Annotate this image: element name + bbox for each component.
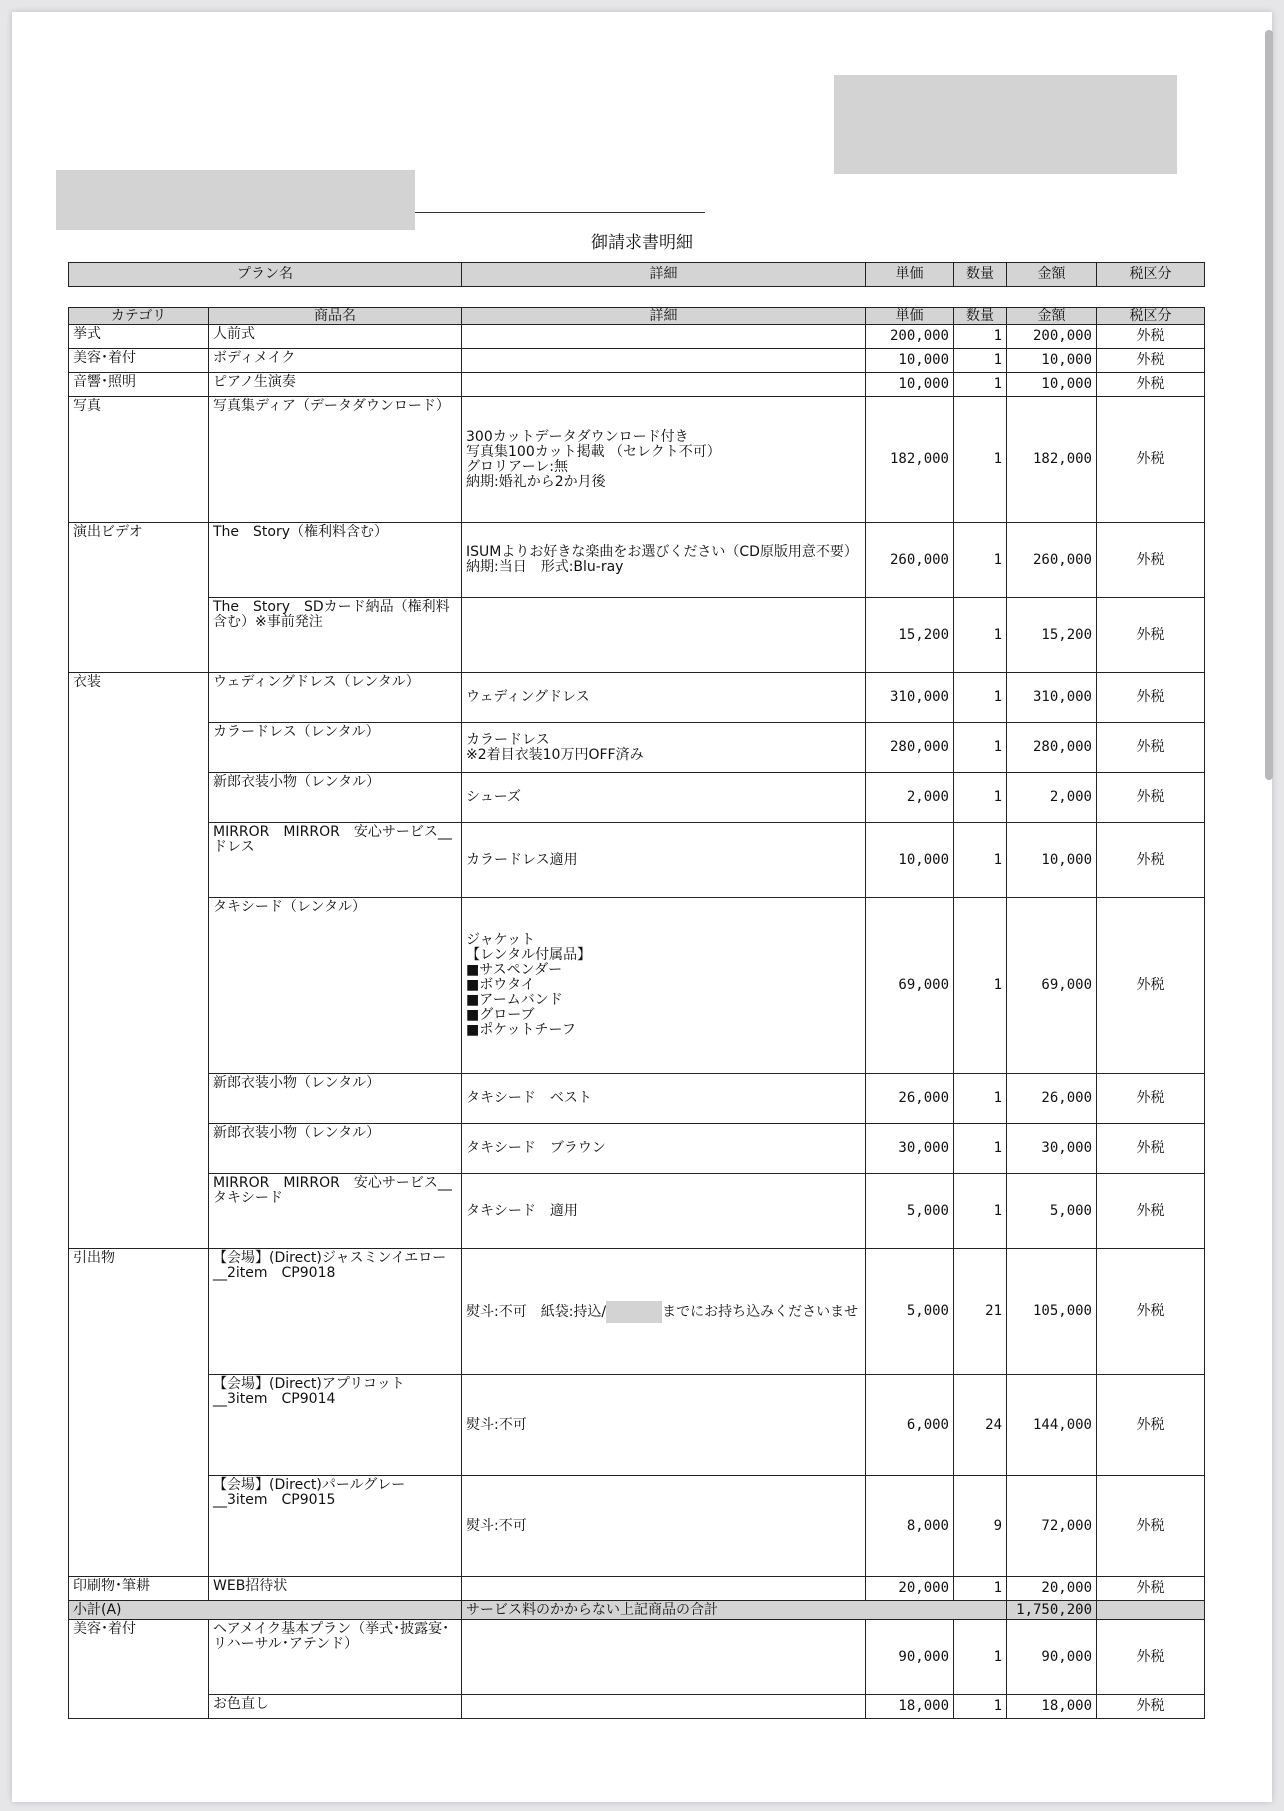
product-name: 【会場】(Direct)アプリコット__3item CP9014 <box>213 1376 405 1407</box>
table-row <box>69 1577 1205 1601</box>
unit-price-cell: 15,200 <box>866 598 954 673</box>
subtotal-tax-cell <box>1097 1601 1205 1620</box>
detail-text: ウェディングドレス <box>466 689 590 705</box>
table-row <box>69 1249 1205 1375</box>
product-name-cell <box>209 1577 462 1601</box>
detail-cell <box>462 673 866 723</box>
product-name: ヘアメイク基本プラン（挙式･披露宴･リハーサル･アテンド） <box>213 1621 450 1652</box>
col-qty: 数量 <box>954 308 1007 325</box>
col-category: カテゴリ <box>69 308 209 325</box>
product-name: 新郎衣装小物（レンタル） <box>213 1075 381 1091</box>
unit-price-cell: 10,000 <box>866 349 954 373</box>
qty-cell: 1 <box>954 1620 1007 1695</box>
qty-cell: 1 <box>954 397 1007 523</box>
detail-text: 熨斗:不可 <box>466 1517 527 1534</box>
table-row <box>69 1695 1205 1719</box>
subtotal-amount: 1,750,200 <box>1007 1601 1097 1620</box>
product-name-cell <box>209 1074 462 1124</box>
name-underline <box>415 212 705 213</box>
product-name-cell <box>209 397 462 523</box>
detail-cell <box>462 1695 866 1719</box>
amount-cell: 310,000 <box>1007 673 1097 723</box>
table-row <box>69 373 1205 397</box>
table-row <box>69 1476 1205 1577</box>
unit-price-cell: 10,000 <box>866 373 954 397</box>
unit-price-cell: 310,000 <box>866 673 954 723</box>
unit-price-cell: 260,000 <box>866 523 954 598</box>
amount-cell: 182,000 <box>1007 397 1097 523</box>
product-name-cell <box>209 349 462 373</box>
product-name: 【会場】(Direct)パールグレー__3item CP9015 <box>213 1477 406 1508</box>
tax-cell: 外税 <box>1097 1577 1205 1601</box>
unit-price-cell: 69,000 <box>866 898 954 1074</box>
table-row <box>69 1124 1205 1174</box>
tax-cell: 外税 <box>1097 397 1205 523</box>
product-name-cell <box>209 325 462 349</box>
product-name: MIRROR MIRROR 安心サービス__ドレス <box>213 824 452 855</box>
tax-cell: 外税 <box>1097 373 1205 397</box>
detail-cell <box>462 1476 866 1577</box>
detail-cell <box>462 898 866 1074</box>
col-amount: 金額 <box>1007 263 1097 287</box>
detail-text: 熨斗:不可 <box>466 1416 527 1433</box>
detail-cell <box>462 1620 866 1695</box>
product-name: The Story SDカード納品（権利料含む）※事前発注 <box>213 599 450 630</box>
table-row <box>69 523 1205 598</box>
redacted-recipient-box <box>834 75 1177 174</box>
table-row <box>69 349 1205 373</box>
tax-cell: 外税 <box>1097 1249 1205 1375</box>
category-cell: 演出ビデオ <box>69 523 209 673</box>
tax-cell: 外税 <box>1097 1476 1205 1577</box>
category-cell: 音響･照明 <box>69 373 209 397</box>
col-qty: 数量 <box>954 263 1007 287</box>
amount-cell: 69,000 <box>1007 898 1097 1074</box>
plan-table <box>68 262 1205 287</box>
unit-price-cell: 200,000 <box>866 325 954 349</box>
amount-cell: 10,000 <box>1007 823 1097 898</box>
product-name-cell <box>209 1124 462 1174</box>
qty-cell: 24 <box>954 1375 1007 1476</box>
product-name: カラードレス（レンタル） <box>213 724 380 740</box>
category-cell: 衣装 <box>69 673 209 1249</box>
amount-cell: 144,000 <box>1007 1375 1097 1476</box>
product-name: ピアノ生演奏 <box>213 374 296 390</box>
unit-price-cell: 10,000 <box>866 823 954 898</box>
unit-price-cell: 5,000 <box>866 1249 954 1375</box>
unit-price-cell: 30,000 <box>866 1124 954 1174</box>
product-name-cell <box>209 598 462 673</box>
col-tax: 税区分 <box>1097 308 1205 325</box>
col-detail: 詳細 <box>462 263 866 287</box>
amount-cell: 260,000 <box>1007 523 1097 598</box>
qty-cell: 1 <box>954 823 1007 898</box>
subtotal-row <box>69 1601 1205 1620</box>
table-row <box>69 325 1205 349</box>
product-name: 【会場】(Direct)ジャスミンイエロー__2item CP9018 <box>213 1250 447 1281</box>
unit-price-cell: 2,000 <box>866 773 954 823</box>
amount-cell: 18,000 <box>1007 1695 1097 1719</box>
tax-cell: 外税 <box>1097 1375 1205 1476</box>
product-name: WEB招待状 <box>213 1578 288 1594</box>
product-name-cell <box>209 823 462 898</box>
detail-cell <box>462 1375 866 1476</box>
col-product: 商品名 <box>209 308 462 325</box>
product-name-cell <box>209 773 462 823</box>
unit-price-cell: 8,000 <box>866 1476 954 1577</box>
category-cell: 印刷物･筆耕 <box>69 1577 209 1601</box>
product-name: 新郎衣装小物（レンタル） <box>213 774 381 790</box>
qty-cell: 1 <box>954 673 1007 723</box>
table-row <box>69 1620 1205 1695</box>
qty-cell: 1 <box>954 1124 1007 1174</box>
unit-price-cell: 26,000 <box>866 1074 954 1124</box>
qty-cell: 1 <box>954 723 1007 773</box>
subtotal-label: 小計(A) <box>69 1601 462 1620</box>
product-name-cell <box>209 1620 462 1695</box>
product-name: 人前式 <box>213 326 255 342</box>
items-header-row <box>69 308 1205 325</box>
amount-cell: 26,000 <box>1007 1074 1097 1124</box>
qty-cell: 1 <box>954 325 1007 349</box>
product-name-cell <box>209 723 462 773</box>
category-cell: 美容･着付 <box>69 1620 209 1719</box>
detail-text: ISUMよりお好きな楽曲をお選びください（CD原版用意不要） 納期:当日 形式:Blu-ray <box>466 544 858 575</box>
redacted-name-box <box>56 170 415 230</box>
col-tax: 税区分 <box>1097 263 1205 287</box>
col-detail: 詳細 <box>462 308 866 325</box>
qty-cell: 1 <box>954 598 1007 673</box>
detail-text: タキシード ブラウン <box>466 1140 606 1156</box>
detail-text: タキシード 適用 <box>466 1202 578 1219</box>
redacted-date <box>606 1301 662 1323</box>
detail-cell <box>462 1577 866 1601</box>
product-name-cell <box>209 1476 462 1577</box>
tax-cell: 外税 <box>1097 773 1205 823</box>
col-plan-name: プラン名 <box>69 263 462 287</box>
product-name-cell <box>209 523 462 598</box>
qty-cell: 1 <box>954 523 1007 598</box>
category-cell: 挙式 <box>69 325 209 349</box>
product-name-cell <box>209 373 462 397</box>
qty-cell: 1 <box>954 898 1007 1074</box>
items-table <box>68 307 1205 1719</box>
table-row <box>69 898 1205 1074</box>
product-name-cell <box>209 673 462 723</box>
col-amount: 金額 <box>1007 308 1097 325</box>
tax-cell: 外税 <box>1097 1174 1205 1249</box>
product-name-cell <box>209 1375 462 1476</box>
detail-cell <box>462 325 866 349</box>
amount-cell: 10,000 <box>1007 373 1097 397</box>
qty-cell: 1 <box>954 349 1007 373</box>
tax-cell: 外税 <box>1097 325 1205 349</box>
table-row <box>69 397 1205 523</box>
amount-cell: 280,000 <box>1007 723 1097 773</box>
detail-cell <box>462 1074 866 1124</box>
detail-text: までにお持ち込みくださいませ <box>662 1303 859 1320</box>
qty-cell: 21 <box>954 1249 1007 1375</box>
amount-cell: 90,000 <box>1007 1620 1097 1695</box>
tax-cell: 外税 <box>1097 723 1205 773</box>
amount-cell: 10,000 <box>1007 349 1097 373</box>
category-cell: 美容･着付 <box>69 349 209 373</box>
qty-cell: 1 <box>954 373 1007 397</box>
detail-cell <box>462 1124 866 1174</box>
table-row <box>69 598 1205 673</box>
detail-cell <box>462 523 866 598</box>
product-name: タキシード（レンタル） <box>213 899 366 915</box>
product-name-cell <box>209 1695 462 1719</box>
detail-cell <box>462 598 866 673</box>
amount-cell: 20,000 <box>1007 1577 1097 1601</box>
plan-header-row <box>69 263 1205 287</box>
detail-text: シューズ <box>466 789 522 805</box>
qty-cell: 1 <box>954 1695 1007 1719</box>
detail-cell <box>462 349 866 373</box>
amount-cell: 200,000 <box>1007 325 1097 349</box>
detail-text: カラードレス ※2着目衣装10万円OFF済み <box>466 731 644 763</box>
unit-price-cell: 280,000 <box>866 723 954 773</box>
unit-price-cell: 18,000 <box>866 1695 954 1719</box>
detail-cell <box>462 1174 866 1249</box>
tax-cell: 外税 <box>1097 1695 1205 1719</box>
product-name-cell <box>209 1174 462 1249</box>
product-name: The Story（権利料含む） <box>213 524 389 540</box>
table-row <box>69 723 1205 773</box>
product-name: MIRROR MIRROR 安心サービス__タキシード <box>213 1175 452 1206</box>
table-row <box>69 773 1205 823</box>
scrollbar[interactable] <box>1265 30 1273 780</box>
detail-cell <box>462 1249 866 1375</box>
detail-text: 熨斗:不可 紙袋:持込/ <box>466 1303 607 1320</box>
subtotal-detail: サービス料のかからない上記商品の合計 <box>462 1601 1007 1620</box>
detail-text: タキシード ベスト <box>466 1090 592 1106</box>
tax-cell: 外税 <box>1097 823 1205 898</box>
product-name: ウェディングドレス（レンタル） <box>213 674 420 690</box>
table-row <box>69 673 1205 723</box>
amount-cell: 30,000 <box>1007 1124 1097 1174</box>
product-name: お色直し <box>213 1696 269 1712</box>
product-name: 写真集ディア（データダウンロード） <box>213 398 450 414</box>
table-row <box>69 1174 1205 1249</box>
product-name-cell <box>209 898 462 1074</box>
qty-cell: 1 <box>954 1174 1007 1249</box>
tax-cell: 外税 <box>1097 349 1205 373</box>
document-title: 御請求書明細 <box>591 233 693 253</box>
qty-cell: 1 <box>954 1577 1007 1601</box>
unit-price-cell: 90,000 <box>866 1620 954 1695</box>
detail-cell <box>462 773 866 823</box>
qty-cell: 1 <box>954 773 1007 823</box>
product-name: ボディメイク <box>213 350 296 366</box>
col-unit-price: 単価 <box>866 263 954 287</box>
tax-cell: 外税 <box>1097 598 1205 673</box>
detail-cell <box>462 723 866 773</box>
tax-cell: 外税 <box>1097 1620 1205 1695</box>
category-cell: 引出物 <box>69 1249 209 1577</box>
qty-cell: 9 <box>954 1476 1007 1577</box>
qty-cell: 1 <box>954 1074 1007 1124</box>
tax-cell: 外税 <box>1097 1124 1205 1174</box>
amount-cell: 105,000 <box>1007 1249 1097 1375</box>
tax-cell: 外税 <box>1097 898 1205 1074</box>
amount-cell: 5,000 <box>1007 1174 1097 1249</box>
tax-cell: 外税 <box>1097 1074 1205 1124</box>
unit-price-cell: 20,000 <box>866 1577 954 1601</box>
tax-cell: 外税 <box>1097 523 1205 598</box>
detail-cell <box>462 823 866 898</box>
amount-cell: 72,000 <box>1007 1476 1097 1577</box>
table-row <box>69 1375 1205 1476</box>
table-row <box>69 1074 1205 1124</box>
detail-text: ジャケット 【レンタル付属品】 ■サスペンダー ■ボウタイ ■アームバンド ■グローブ ■ポケットチーフ <box>466 932 592 1038</box>
detail-cell <box>462 373 866 397</box>
table-row <box>69 823 1205 898</box>
category-cell: 写真 <box>69 397 209 523</box>
amount-cell: 15,200 <box>1007 598 1097 673</box>
tax-cell: 外税 <box>1097 673 1205 723</box>
unit-price-cell: 6,000 <box>866 1375 954 1476</box>
detail-cell <box>462 397 866 523</box>
col-unit-price: 単価 <box>866 308 954 325</box>
amount-cell: 2,000 <box>1007 773 1097 823</box>
unit-price-cell: 5,000 <box>866 1174 954 1249</box>
product-name-cell <box>209 1249 462 1375</box>
unit-price-cell: 182,000 <box>866 397 954 523</box>
detail-text: 300カットデータダウンロード付き 写真集100カット掲載 （セレクト不可） グロリアーレ:無 納期:婚礼から2か月後 <box>466 428 721 490</box>
product-name: 新郎衣装小物（レンタル） <box>213 1125 381 1141</box>
detail-text: カラードレス適用 <box>466 851 578 868</box>
